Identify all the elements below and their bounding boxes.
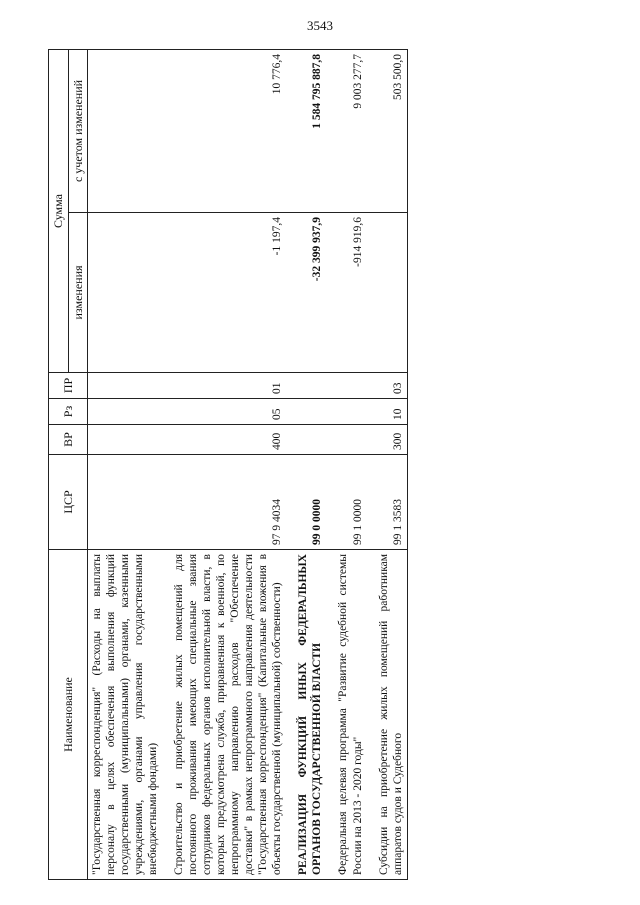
header-vr: ВР [49,425,88,455]
row-vr: 400 [170,425,286,455]
table-row [294,49,326,879]
table-row [88,49,163,879]
row-rz: 05 [170,399,286,425]
header-name: Наименование [49,550,88,880]
header-with-changes: с учетом изменений [68,49,88,212]
row-pr [294,373,326,399]
row-rz [294,399,326,425]
row-csr: 99 1 3583 [375,455,408,550]
row-csr: 99 1 0000 [334,455,366,550]
row-pr [334,373,366,399]
row-rz [88,399,163,425]
row-name: Строительство и приобретение жилых помещений для постоянного проживания имеющих специальные звания сотрудников федеральных органов исполнительной власти, в которых предусмотрена служба, приравненная к военной, по непрограммному направлению расходов "Обеспечение доставки" в рамках непрограммного направления деятельности "Государственная корреспонденция" (Капитальные вложения в объекты государственной (муниципальной) собственности) [170,550,286,880]
table-row [375,49,408,879]
row-name: Федеральная целевая программа "Развитие судебной системы России на 2013 - 2020 годы" [334,550,366,880]
row-total: 9 003 277,7 [334,49,366,212]
row-pr: 03 [375,373,408,399]
row-csr: 99 0 0000 [294,455,326,550]
table-row [170,49,286,879]
row-change [375,213,408,373]
row-rz: 10 [375,399,408,425]
row-csr [88,455,163,550]
row-vr [334,425,366,455]
row-pr: 01 [170,373,286,399]
row-total [88,49,163,212]
budget-table [48,49,408,880]
rotated-table-container [48,50,598,880]
row-vr: 300 [375,425,408,455]
row-name: РЕАЛИЗАЦИЯ ФУНКЦИЙ ИНЫХ ФЕДЕРАЛЬНЫХ ОРГАНОВ ГОСУДАРСТВЕННОЙ ВЛАСТИ [294,550,326,880]
row-rz [334,399,366,425]
page-number: 3543 [307,18,333,33]
row-change: -1 197,4 [170,213,286,373]
row-total: 10 776,4 [170,49,286,212]
table-row [334,49,366,879]
row-pr [88,373,163,399]
row-total: 1 584 795 887,8 [294,49,326,212]
row-change [88,213,163,373]
header-pr: ПР [49,373,88,399]
row-change: -914 919,6 [334,213,366,373]
header-csr: ЦСР [49,455,88,550]
row-vr [294,425,326,455]
header-rz: Рз [49,399,88,425]
row-total: 503 500,0 [375,49,408,212]
row-name: "Государственная корреспонденция" (Расходы на выплаты персоналу в целях обеспечения выполнения функций государственными (муниципальными) органами, казенными учреждениями, органами управления государственными внебюджетными фондами) [88,550,163,880]
row-csr: 97 9 4034 [170,455,286,550]
row-change: -32 399 937,9 [294,213,326,373]
header-changes: изменения [68,213,88,373]
row-vr [88,425,163,455]
header-sum: Сумма [49,49,69,372]
row-name: Субсидии на приобретение жилых помещений работникам аппаратов судов и Судебного [375,550,408,880]
